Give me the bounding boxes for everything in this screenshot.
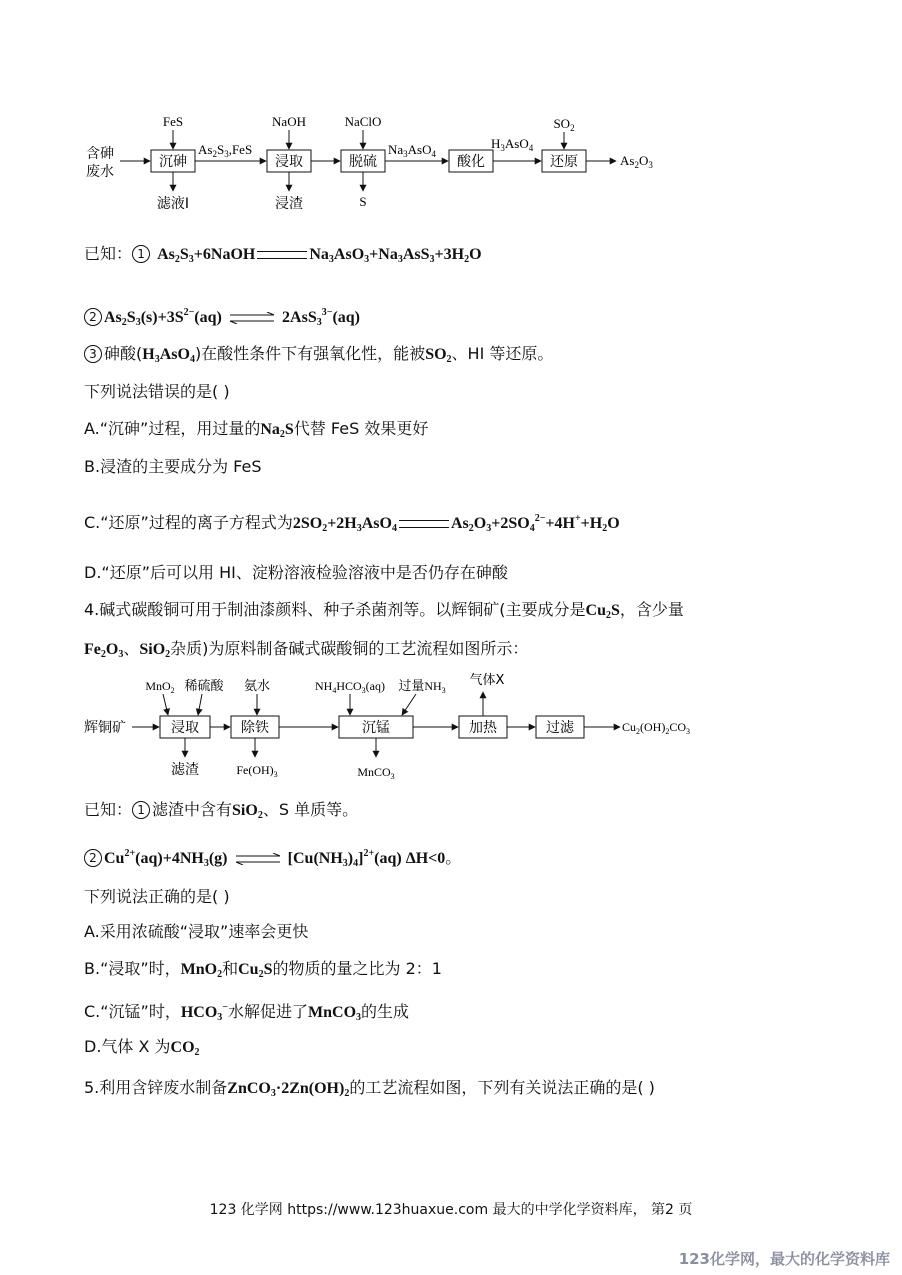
svg-text:Fe(OH)3: $Fe(OH)_3$ — [236, 763, 278, 779]
svg-text:过量NH3: 过量$NH_3$ — [398, 679, 446, 695]
svg-text:脱硫: 脱硫 — [349, 154, 377, 170]
q5-stem: 5.利用含锌废水制备$ZnCO_3\cdot 2Zn(OH)_2$的工艺流程如图，下列有关说法正确的是( ) — [84, 1078, 655, 1099]
svg-text:浸取: 浸取 — [275, 154, 303, 170]
q4-option-c: C.“沉锰”时，$HCO_3^-$水解促进了MnCO$_3$的生成 — [84, 1002, 410, 1023]
svg-text:SO2: $SO_2$ — [553, 116, 575, 133]
svg-text:沉砷: 沉砷 — [159, 154, 187, 170]
svg-text:浸取: 浸取 — [171, 720, 199, 736]
q4-option-d: D.气体 X 为$CO_2$ — [84, 1037, 200, 1058]
known-eq-1: 已知： 1 $As_2S_3+6NaOH$ $Na_3AsO_3+Na_3AsS_3+3H_2O$ — [84, 244, 482, 265]
svg-text:滤渣: 滤渣 — [171, 762, 199, 778]
q4-option-a: A.采用浓硫酸“浸取”速率会更快 — [84, 922, 309, 941]
svg-text:S: S — [359, 194, 367, 209]
svg-text:NaClO: NaClO — [344, 114, 382, 129]
svg-text:氨水: 氨水 — [243, 679, 271, 694]
q3-option-d: D.“还原”后可以用 HI、淀粉溶液检验溶液中是否仍存在砷酸 — [84, 563, 508, 582]
svg-text:As2S3,FeS: $As_2S_3,FeS$ — [198, 142, 253, 159]
q3-question: 下列说法错误的是( ) — [84, 382, 230, 401]
q4-question: 下列说法正确的是( ) — [84, 887, 230, 906]
q3-option-a: A.“沉砷”过程，用过量的$Na_2S$代替 FeS 效果更好 — [84, 419, 429, 440]
svg-text:还原: 还原 — [550, 154, 578, 170]
svg-text:稀硫酸: 稀硫酸 — [184, 679, 224, 694]
svg-text:Na3AsO4: $Na_3AsO_4$ — [388, 142, 437, 159]
q4-option-b: B.“浸取”时，MnO$_2$和$Cu_2S$的物质的量之比为 2：1 — [84, 959, 442, 980]
svg-text:NH4HCO3(aq): $NH_4HCO_3(aq)$ — [314, 679, 386, 695]
known-eq-2: 2 $As_2S_3(s)+3S^{2-}(aq)$ 2AsS$_3^{3-}$(aq) — [84, 302, 360, 334]
svg-text:NaOH: NaOH — [272, 114, 306, 129]
svg-text:辉铜矿: 辉铜矿 — [84, 720, 126, 736]
watermark: 123化学网，最大的化学资料库 — [678, 1250, 890, 1268]
svg-text:Cu2(OH)2CO3: $Cu_2(OH)_2CO_3$ — [622, 720, 691, 736]
flow-diagram-1 — [80, 108, 680, 218]
svg-text:滤液I: 滤液I — [156, 196, 190, 212]
svg-text:气体X: 气体X — [469, 673, 505, 688]
page-footer: 123 化学网 https://www.123huaxue.com 最大的中学化学资料库， 第2 页 — [209, 1202, 693, 1218]
svg-text:MnO2: MnO$_2$ — [145, 679, 175, 695]
svg-text:酸化: 酸化 — [457, 154, 485, 170]
svg-text:加热: 加热 — [469, 720, 497, 736]
flow1-input-line2: 废水 — [86, 164, 114, 180]
svg-text:过滤: 过滤 — [546, 720, 574, 736]
flow-diagram-2 — [80, 670, 730, 790]
q4-known-2: 2 $Cu^{2+}(aq)+4NH_3(g)$ $[Cu(NH_3)_4]^{2+}(aq)$ ΔH<0。 — [84, 843, 461, 875]
svg-text:浸渣: 浸渣 — [275, 196, 303, 212]
svg-text:沉锰: 沉锰 — [362, 720, 390, 736]
svg-text:除铁: 除铁 — [241, 720, 269, 736]
q4-known-1: 已知： 1 滤渣中含有SiO$_2$、S 单质等。 — [84, 800, 359, 821]
q4-stem-line2: $Fe_2O_3$、SiO$_2$杂质)为原料制备碱式碳酸铜的工艺流程如图所示： — [84, 639, 529, 660]
q3-option-b: B.浸渣的主要成分为 FeS — [84, 457, 262, 476]
svg-text:FeS: FeS — [162, 114, 184, 129]
known-fact-3: 3 砷酸$(H_3AsO_4)$在酸性条件下有强氧化性，能被$SO_2$、HI 等还原。 — [84, 343, 553, 371]
svg-text:MnCO3: MnCO$_3$ — [357, 765, 395, 781]
q4-stem-line1: 4.碱式碳酸铜可用于制油漆颜料、种子杀菌剂等。以辉铜矿(主要成分是$Cu_2S$，含少量 — [84, 600, 684, 621]
svg-text:H3AsO4: $H_3AsO_4$ — [491, 136, 534, 153]
q3-option-c: C.“还原”过程的离子方程式为$2SO_2+2H_3AsO_4$ $As_2O_3+2SO_4^{2-}+4H^++H_2O$ — [84, 513, 620, 534]
flow1-input-line1: 含砷 — [86, 146, 114, 162]
svg-text:As2O3: $As_2O_3$ — [620, 153, 653, 170]
